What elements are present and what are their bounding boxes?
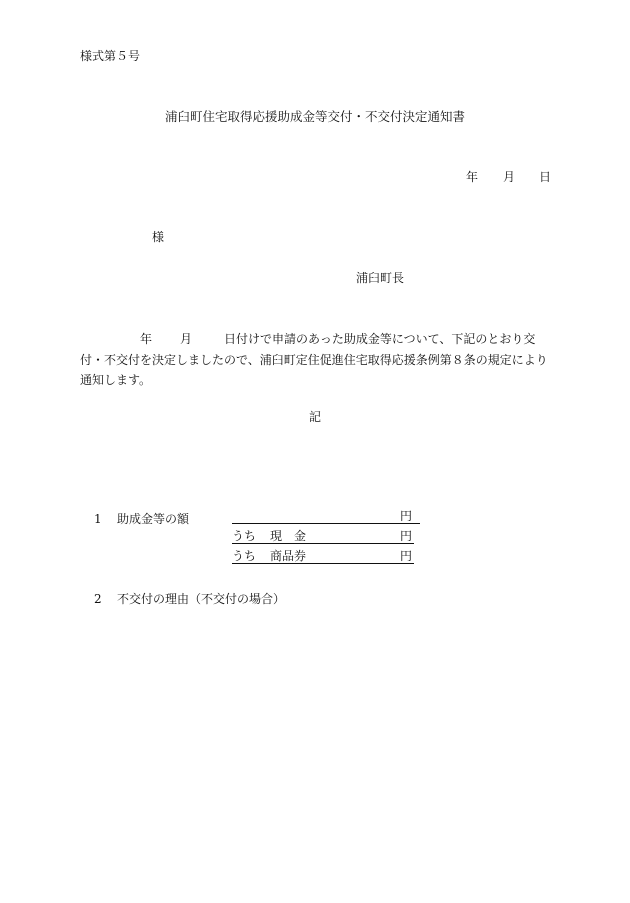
item1-label: 助成金等の額 [117,512,190,526]
cash-yen-unit: 円 [399,529,412,543]
body-month-label: 月 [180,332,193,346]
voucher-prefix: うち [232,549,257,563]
voucher-amount-field [232,549,414,564]
voucher-yen-unit: 円 [399,549,412,563]
voucher-label: 商品券 [270,549,307,563]
date-day-label: 日 [539,170,552,184]
total-amount-field [232,509,420,524]
cash-amount-field [232,529,414,544]
notification-body [80,329,554,391]
date-year-label: 年 [466,170,479,184]
item2-label: 不交付の理由（不交付の場合） [117,592,286,606]
voucher-amount-label [232,549,306,563]
total-yen-unit: 円 [399,509,412,523]
recipient-honorific: 様 [152,230,165,244]
form-number: 様式第５号 [80,49,141,63]
item2-number: 2 [94,592,102,606]
ki-heading: 記 [308,410,321,424]
body-year-label: 年 [140,332,153,346]
item1-number: 1 [94,512,102,526]
document-title: 浦臼町住宅取得応援助成金等交付・不交付決定通知書 [164,109,465,124]
issuer-name: 浦臼町長 [356,271,405,285]
date-month-label: 月 [503,170,516,184]
body-text: 日付けで申請のあった助成金等について、下記のとおり交付・不交付を決定しましたので、浦臼町定住促進住宅取得応援条例第８条の規定により通知します。 [80,332,548,387]
cash-label: 現 金 [270,529,307,543]
cash-prefix: うち [232,529,257,543]
cash-amount-label [232,529,306,543]
